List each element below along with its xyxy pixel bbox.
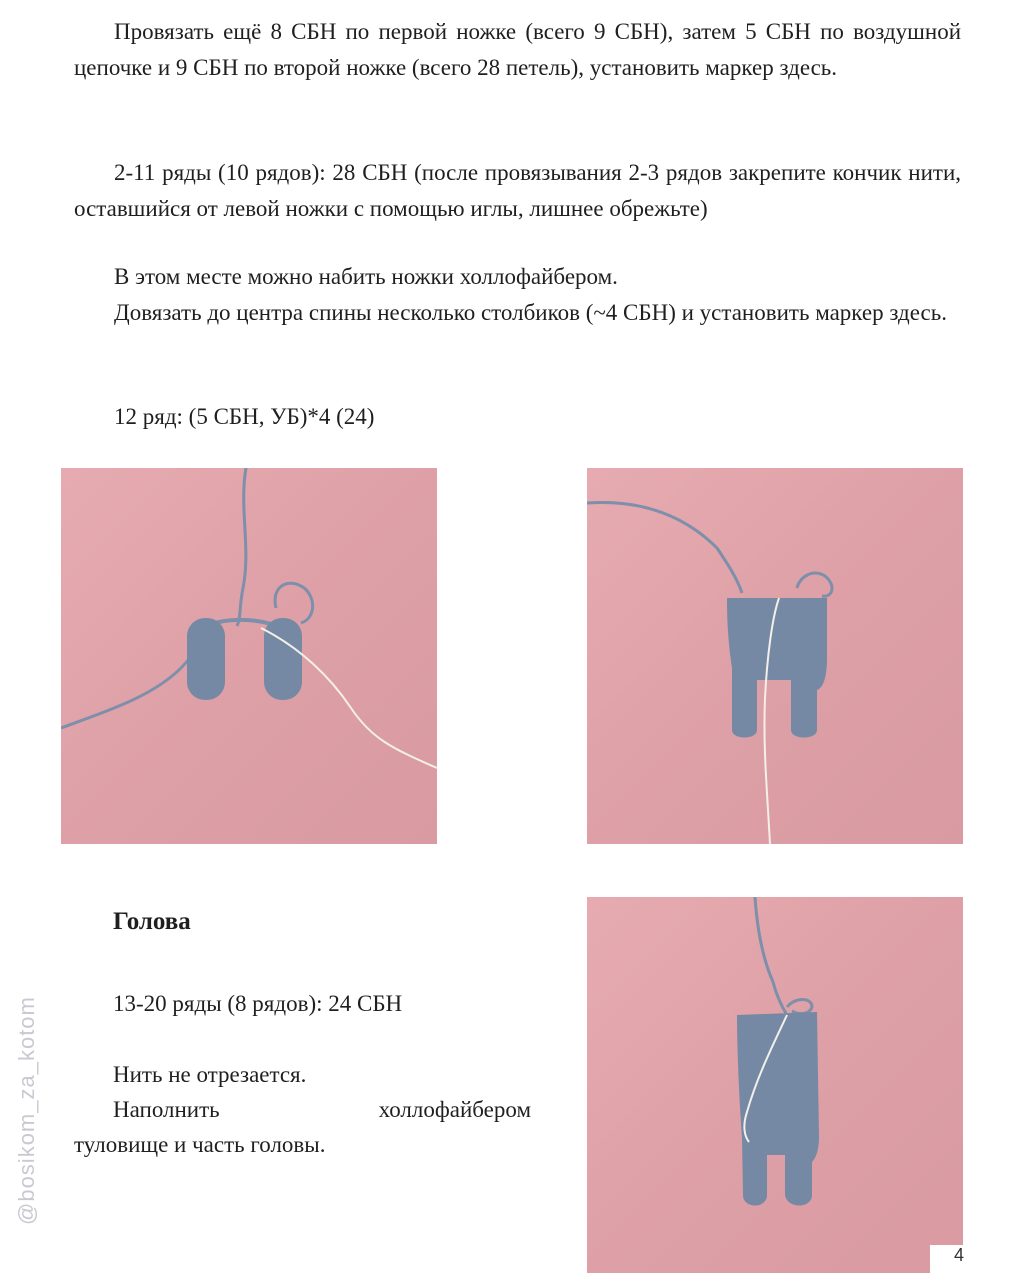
photo-body [587,897,963,1273]
paragraph-2: 2-11 ряды (10 рядов): 28 СБН (после провязывания 2-3 рядов закрепите кончик нити, оставшийся от левой ножки с помощью иглы, лишнее обрежьте) [74,160,961,221]
paragraph-4: Довязать до центра спины несколько столбиков (~4 СБН) и установить маркер здесь. [114,300,947,325]
head-note-text: Нить не отрезается. [113,1062,307,1087]
watermark: @bosikom_za_kotom [14,996,39,1225]
paragraph-1: Провязать ещё 8 СБН по первой ножке (всего 9 СБН), затем 5 СБН по воздушной цепочке и 9 СБН по второй ножке (всего 28 петель), установить маркер здесь. [74,19,961,80]
head-fill-line1: Наполнить холлофайбером [113,1097,531,1122]
page-number: 4 [930,1245,1024,1280]
paragraph-3: В этом месте можно набить ножки холлофайбером. [114,264,618,289]
photo-joined-legs [587,468,963,844]
photo-legs [61,468,437,844]
head-fill-line2: туловище и часть головы. [74,1132,326,1157]
head-rows-text: 13-20 ряды (8 рядов): 24 СБН [113,991,403,1016]
section-heading-head: Голова [113,908,191,935]
paragraph-5: 12 ряд: (5 СБН, УБ)*4 (24) [114,404,375,429]
